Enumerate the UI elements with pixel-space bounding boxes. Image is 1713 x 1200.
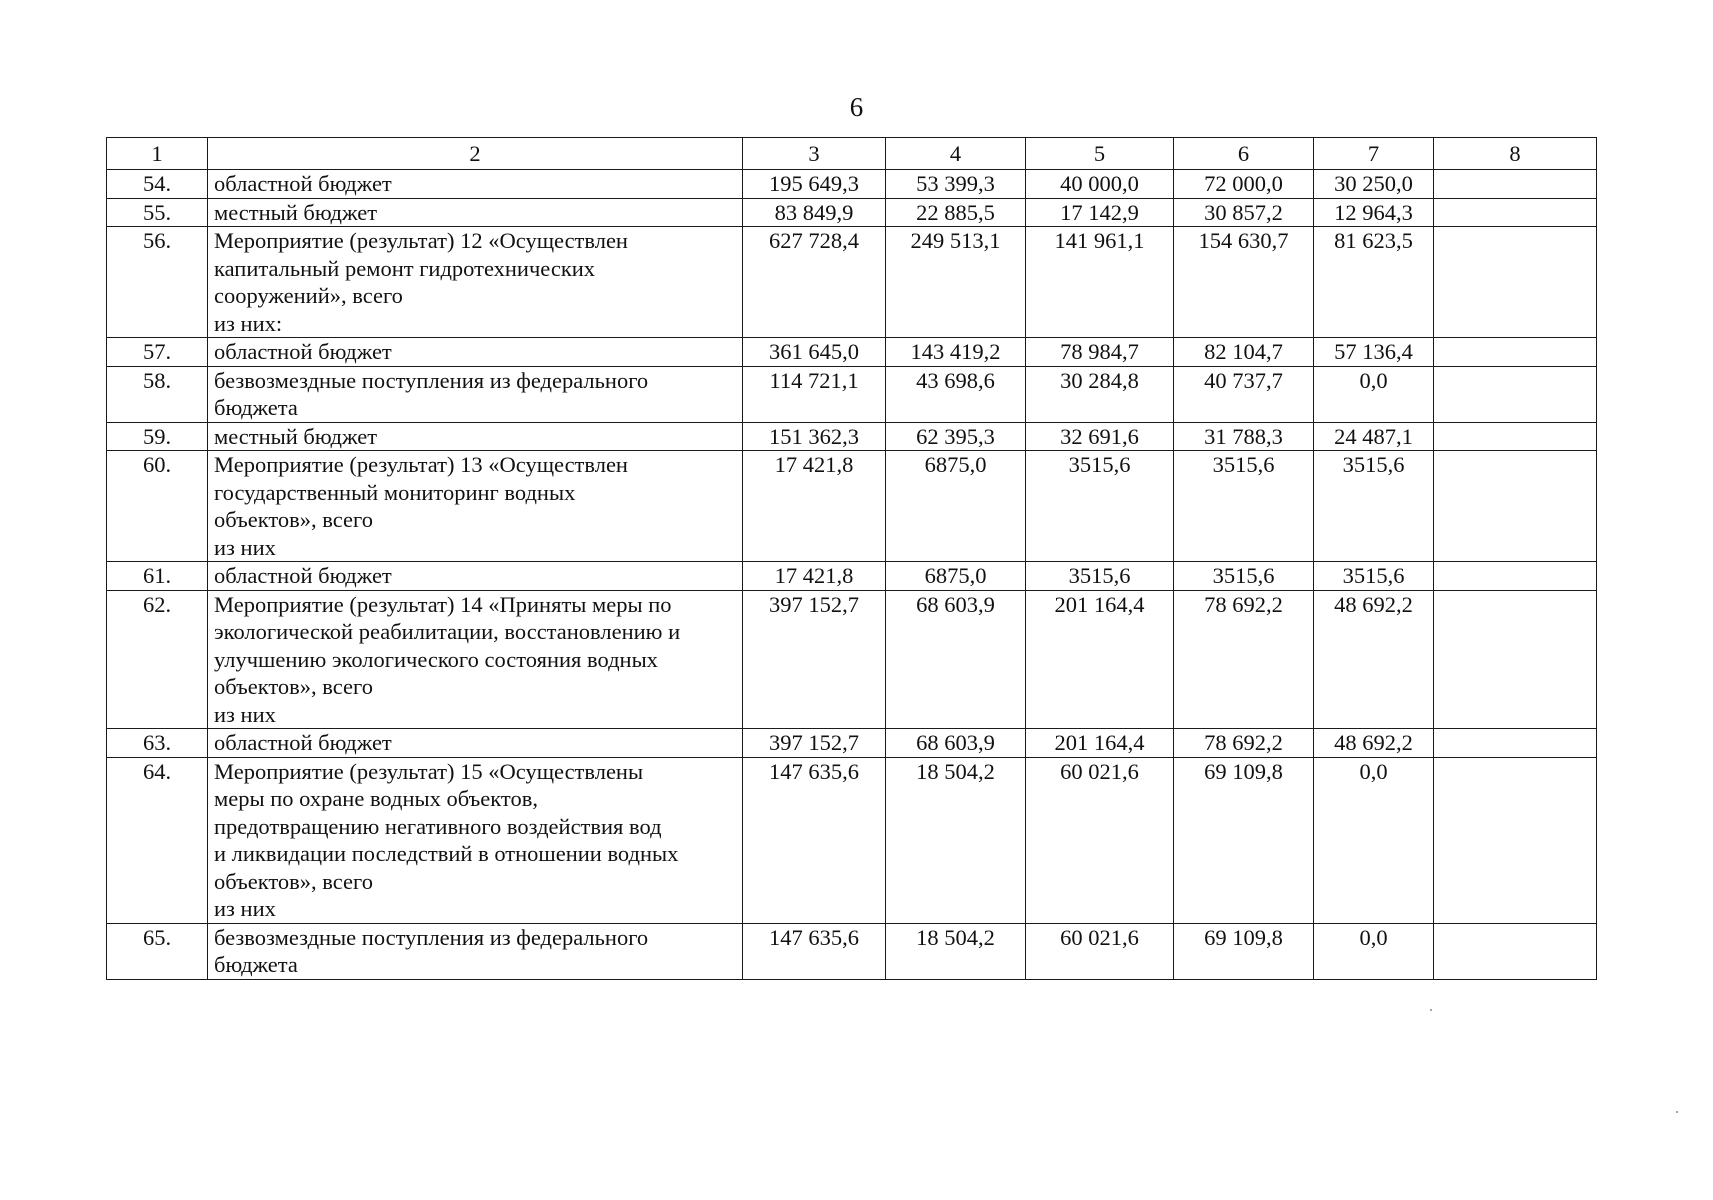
value-cell-4: 18 504,2 bbox=[886, 923, 1026, 979]
table-row bbox=[107, 422, 1597, 451]
value-cell-3: 151 362,3 bbox=[743, 422, 886, 451]
table-row bbox=[107, 590, 1597, 729]
value-cell-3: 397 152,7 bbox=[743, 590, 886, 729]
row-description bbox=[208, 227, 743, 338]
table-row bbox=[107, 170, 1597, 199]
header-row bbox=[107, 138, 1597, 170]
value-cell-3: 361 645,0 bbox=[743, 338, 886, 367]
value-cell-7: 30 250,0 bbox=[1314, 170, 1434, 199]
scan-speck bbox=[1430, 1009, 1432, 1011]
description-line: объектов», всего bbox=[214, 674, 373, 699]
value-cell-4: 143 419,2 bbox=[886, 338, 1026, 367]
row-description bbox=[208, 729, 743, 758]
value-cell-3: 147 635,6 bbox=[743, 757, 886, 923]
value-cell-7: 57 136,4 bbox=[1314, 338, 1434, 367]
row-number: 65. bbox=[107, 923, 208, 979]
value-cell-5: 32 691,6 bbox=[1026, 422, 1174, 451]
value-cell-6: 78 692,2 bbox=[1174, 729, 1314, 758]
value-cell-5: 60 021,6 bbox=[1026, 757, 1174, 923]
value-cell-3: 627 728,4 bbox=[743, 227, 886, 338]
header-col-6: 6 bbox=[1174, 138, 1314, 170]
description-line: предотвращению негативного воздействия вод bbox=[214, 813, 662, 839]
description-line: из них bbox=[214, 701, 276, 727]
value-cell-3: 17 421,8 bbox=[743, 451, 886, 562]
description-line: сооружений», всего bbox=[214, 283, 403, 308]
value-cell-6: 69 109,8 bbox=[1174, 757, 1314, 923]
table-row bbox=[107, 562, 1597, 591]
value-cell-7: 12 964,3 bbox=[1314, 198, 1434, 227]
description-line: безвозмездные поступления из федерального bbox=[214, 367, 649, 393]
row-number: 57. bbox=[107, 338, 208, 367]
value-cell-3: 397 152,7 bbox=[743, 729, 886, 758]
value-cell-6: 69 109,8 bbox=[1174, 923, 1314, 979]
value-cell-6: 40 737,7 bbox=[1174, 366, 1314, 422]
row-description bbox=[208, 590, 743, 729]
value-cell-5: 201 164,4 bbox=[1026, 590, 1174, 729]
value-cell-8 bbox=[1434, 170, 1597, 199]
value-cell-3: 17 421,8 bbox=[743, 562, 886, 591]
description-line: Мероприятие (результат) 12 «Осуществлен bbox=[214, 228, 628, 253]
value-cell-7: 0,0 bbox=[1314, 923, 1434, 979]
value-cell-8 bbox=[1434, 366, 1597, 422]
value-cell-5: 30 284,8 bbox=[1026, 366, 1174, 422]
value-cell-5: 201 164,4 bbox=[1026, 729, 1174, 758]
description-line: бюджета bbox=[214, 395, 298, 420]
description-line: из них bbox=[214, 896, 276, 921]
row-description bbox=[208, 757, 743, 923]
value-cell-8 bbox=[1434, 562, 1597, 591]
table-row bbox=[107, 451, 1597, 562]
header-col-7: 7 bbox=[1314, 138, 1434, 170]
row-description bbox=[208, 170, 743, 199]
value-cell-7: 3515,6 bbox=[1314, 451, 1434, 562]
value-cell-3: 83 849,9 bbox=[743, 198, 886, 227]
value-cell-5: 3515,6 bbox=[1026, 451, 1174, 562]
row-description bbox=[208, 198, 743, 227]
description-line: экологической реабилитации, восстановлению и bbox=[214, 619, 681, 644]
description-line: капитальный ремонт гидротехнических bbox=[214, 255, 596, 281]
header-col-3: 3 bbox=[743, 138, 886, 170]
description-line: областной бюджет bbox=[214, 171, 392, 196]
value-cell-8 bbox=[1434, 422, 1597, 451]
row-number: 54. bbox=[107, 170, 208, 199]
description-line: областной бюджет bbox=[214, 339, 392, 364]
value-cell-8 bbox=[1434, 590, 1597, 729]
value-cell-7: 48 692,2 bbox=[1314, 590, 1434, 729]
value-cell-5: 78 984,7 bbox=[1026, 338, 1174, 367]
value-cell-3: 195 649,3 bbox=[743, 170, 886, 199]
value-cell-6: 72 000,0 bbox=[1174, 170, 1314, 199]
value-cell-7: 24 487,1 bbox=[1314, 422, 1434, 451]
table-row bbox=[107, 366, 1597, 422]
description-line: областной бюджет bbox=[214, 730, 392, 755]
value-cell-4: 249 513,1 bbox=[886, 227, 1026, 338]
row-description bbox=[208, 451, 743, 562]
row-number: 60. bbox=[107, 451, 208, 562]
table-row bbox=[107, 757, 1597, 923]
description-line: улучшению экологического состояния водных bbox=[214, 646, 658, 672]
value-cell-7: 48 692,2 bbox=[1314, 729, 1434, 758]
description-line: объектов», всего bbox=[214, 868, 373, 894]
row-number: 61. bbox=[107, 562, 208, 591]
value-cell-8 bbox=[1434, 451, 1597, 562]
row-number: 62. bbox=[107, 590, 208, 729]
row-number: 63. bbox=[107, 729, 208, 758]
value-cell-7: 81 623,5 bbox=[1314, 227, 1434, 338]
value-cell-8 bbox=[1434, 198, 1597, 227]
description-line: безвозмездные поступления из федерального bbox=[214, 924, 649, 950]
row-description bbox=[208, 562, 743, 591]
value-cell-5: 60 021,6 bbox=[1026, 923, 1174, 979]
header-col-5: 5 bbox=[1026, 138, 1174, 170]
row-number: 59. bbox=[107, 422, 208, 451]
description-line: государственный мониторинг водных bbox=[214, 479, 576, 505]
table-row bbox=[107, 923, 1597, 979]
table-header bbox=[107, 138, 1597, 170]
value-cell-6: 3515,6 bbox=[1174, 562, 1314, 591]
value-cell-4: 62 395,3 bbox=[886, 422, 1026, 451]
value-cell-4: 43 698,6 bbox=[886, 366, 1026, 422]
budget-table bbox=[106, 137, 1597, 980]
value-cell-6: 78 692,2 bbox=[1174, 590, 1314, 729]
table-row bbox=[107, 227, 1597, 338]
table-row bbox=[107, 198, 1597, 227]
description-line: объектов», всего bbox=[214, 507, 373, 532]
value-cell-5: 17 142,9 bbox=[1026, 198, 1174, 227]
value-cell-4: 22 885,5 bbox=[886, 198, 1026, 227]
value-cell-4: 18 504,2 bbox=[886, 757, 1026, 923]
header-col-2: 2 bbox=[208, 138, 743, 170]
row-description bbox=[208, 923, 743, 979]
table-row bbox=[107, 729, 1597, 758]
value-cell-7: 0,0 bbox=[1314, 366, 1434, 422]
value-cell-8 bbox=[1434, 923, 1597, 979]
description-line: и ликвидации последствий в отношении водных bbox=[214, 841, 679, 866]
header-col-1: 1 bbox=[107, 138, 208, 170]
row-description bbox=[208, 366, 743, 422]
value-cell-4: 68 603,9 bbox=[886, 590, 1026, 729]
row-number: 58. bbox=[107, 366, 208, 422]
row-number: 56. bbox=[107, 227, 208, 338]
value-cell-3: 114 721,1 bbox=[743, 366, 886, 422]
description-line: бюджета bbox=[214, 952, 298, 977]
row-description bbox=[208, 422, 743, 451]
value-cell-8 bbox=[1434, 729, 1597, 758]
value-cell-5: 141 961,1 bbox=[1026, 227, 1174, 338]
description-line: из них: bbox=[214, 310, 283, 336]
value-cell-4: 6875,0 bbox=[886, 451, 1026, 562]
value-cell-8 bbox=[1434, 227, 1597, 338]
description-line: из них bbox=[214, 534, 276, 560]
value-cell-5: 3515,6 bbox=[1026, 562, 1174, 591]
value-cell-4: 53 399,3 bbox=[886, 170, 1026, 199]
description-line: меры по охране водных объектов, bbox=[214, 786, 538, 811]
value-cell-6: 3515,6 bbox=[1174, 451, 1314, 562]
row-number: 55. bbox=[107, 198, 208, 227]
value-cell-7: 3515,6 bbox=[1314, 562, 1434, 591]
row-number: 64. bbox=[107, 757, 208, 923]
value-cell-4: 68 603,9 bbox=[886, 729, 1026, 758]
description-line: областной бюджет bbox=[214, 563, 392, 588]
description-line: Мероприятие (результат) 15 «Осуществлены bbox=[214, 758, 644, 784]
description-line: местный бюджет bbox=[214, 199, 378, 225]
description-line: Мероприятие (результат) 13 «Осуществлен bbox=[214, 452, 628, 477]
page-number bbox=[0, 92, 1713, 122]
value-cell-8 bbox=[1434, 757, 1597, 923]
value-cell-3: 147 635,6 bbox=[743, 923, 886, 979]
description-line: Мероприятие (результат) 14 «Приняты меры по bbox=[214, 591, 672, 617]
table-row bbox=[107, 338, 1597, 367]
table-body bbox=[107, 170, 1597, 980]
value-cell-6: 31 788,3 bbox=[1174, 422, 1314, 451]
value-cell-7: 0,0 bbox=[1314, 757, 1434, 923]
value-cell-6: 30 857,2 bbox=[1174, 198, 1314, 227]
value-cell-5: 40 000,0 bbox=[1026, 170, 1174, 199]
description-line: местный бюджет bbox=[214, 423, 378, 449]
value-cell-6: 154 630,7 bbox=[1174, 227, 1314, 338]
header-col-4: 4 bbox=[886, 138, 1026, 170]
page-number-text: 6 bbox=[849, 92, 864, 122]
scan-speck bbox=[1676, 1111, 1678, 1113]
value-cell-4: 6875,0 bbox=[886, 562, 1026, 591]
header-col-8: 8 bbox=[1434, 138, 1597, 170]
row-description bbox=[208, 338, 743, 367]
value-cell-6: 82 104,7 bbox=[1174, 338, 1314, 367]
value-cell-8 bbox=[1434, 338, 1597, 367]
